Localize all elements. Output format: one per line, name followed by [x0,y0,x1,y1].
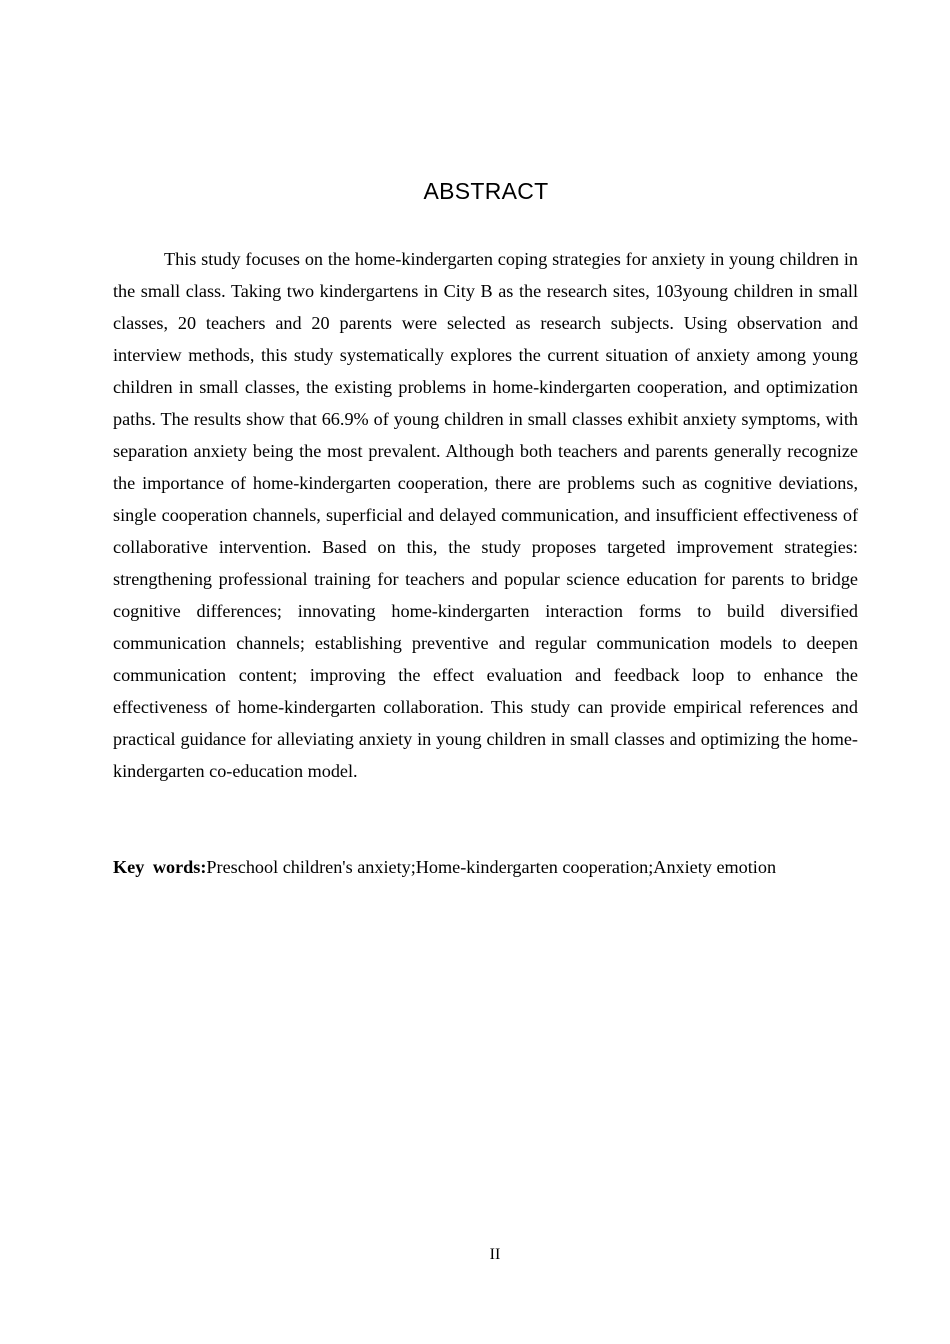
keywords-text: Preschool children's anxiety;Home-kindergarten cooperation;Anxiety emotion [206,857,777,877]
abstract-title: ABSTRACT [423,178,549,204]
abstract-body: This study focuses on the home-kindergarten coping strategies for anxiety in young children in the small class. Taking two kindergartens in City B as the research sites, 103young children in small classes, 20 teachers and 20 parents were selected as research subjects. Using observation and interview methods, this study systematically explores the current situation of anxiety among young children in small classes, the existing problems in home-kindergarten cooperation, and optimization paths. The results show that 66.9% of young children in small classes exhibit anxiety symptoms, with separation anxiety being the most prevalent. Although both teachers and parents generally recognize the importance of home-kindergarten cooperation, there are problems such as cognitive deviations, single cooperation channels, superficial and delayed communication, and insufficient effectiveness of collaborative intervention. Based on this, the study proposes targeted improvement strategies: strengthening professional training for teachers and popular science education for parents to bridge cognitive differences; innovating home-kindergarten interaction forms to build diversified communication channels; establishing preventive and regular communication models to deepen communication content; improving the effect evaluation and feedback loop to enhance the effectiveness of home-kindergarten collaboration. This study can provide empirical references and practical guidance for alleviating anxiety in young children in small classes and optimizing the home-kindergarten co-education model. [113,249,858,781]
keywords-label: Key words: [113,857,207,877]
keywords-line [113,851,873,883]
page-number: II [489,1246,501,1263]
